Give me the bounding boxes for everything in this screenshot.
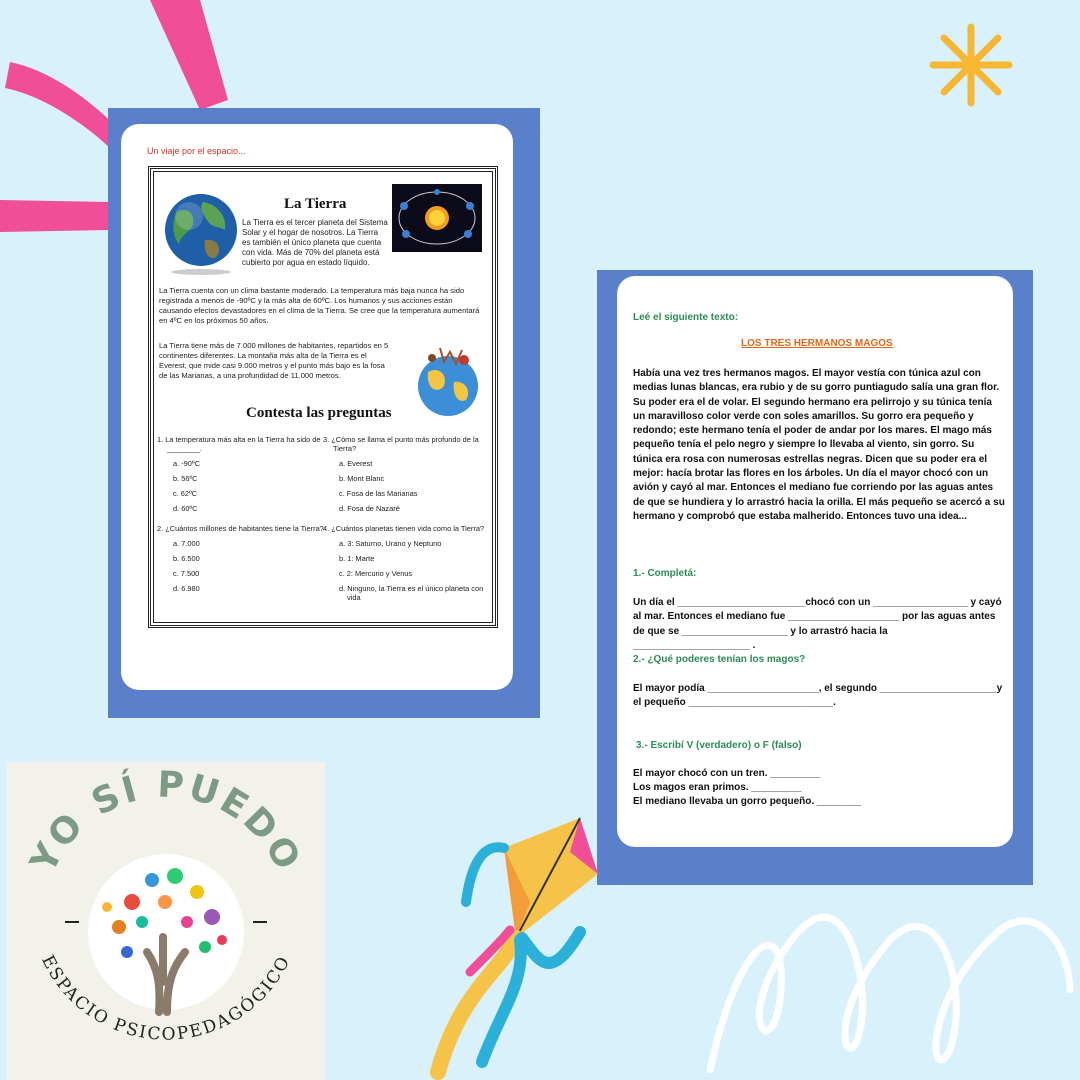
question-3-text: 3. ¿Cómo se llama el punto más profundo de la Tierra? xyxy=(323,435,479,453)
swirl-decoration xyxy=(700,870,1080,1080)
earth-intro: La Tierra es el tercer planeta del Sistema Solar y el hogar de nosotros. La Tierra es también el único planeta que cuenta con vida. Más de 70% del planeta está cubierto por agua en estado líquido. xyxy=(242,218,388,267)
section-1-fill-blanks[interactable]: Un día el _______________________chocó con un _________________ y cayó al mar. Entonces el mediano fue ____________________ por las aguas antes de que se ___________________ y lo arrastró hacia la _____________________ . xyxy=(633,597,1002,651)
question-3-option-a[interactable]: a. Everest xyxy=(339,459,373,468)
section-3-title: 3.- Escribí V (verdadero) o F (falso) xyxy=(636,740,802,751)
section-2-fill-blanks[interactable]: El mayor podía ____________________, el segundo _____________________y el pequeño __________________________. xyxy=(633,683,1003,709)
kite-icon xyxy=(430,812,620,1080)
story-title: LOS TRES HERMANOS MAGOS xyxy=(741,338,893,349)
question-4-option-d[interactable]: d. Ninguno, la Tierra es el único planeta con vida xyxy=(339,584,484,602)
question-1-option-b[interactable]: b. 56ºC xyxy=(173,474,198,483)
true-false-item-1[interactable]: El mayor chocó con un tren. _________ xyxy=(633,768,821,779)
earth-paragraph-population: La Tierra tiene más de 7.000 millones de habitantes, repartidos en 5 continentes diferentes. La montaña más alta de la Tierra es el Everest, que mide casi 9.000 metros y el punto más bajo es la fosa de las Marianas, a una profundidad de 11.000 metros. xyxy=(159,341,389,380)
question-1-option-d[interactable]: d. 60ºC xyxy=(173,504,198,513)
question-4-option-b[interactable]: b. 1: Marte xyxy=(339,554,375,563)
question-1 xyxy=(157,435,327,513)
question-4-text: 4. ¿Cuántos planetas tienen vida como la Tierra? xyxy=(323,524,485,533)
question-3 xyxy=(323,435,493,513)
true-false-item-2[interactable]: Los magos eran primos. _________ xyxy=(633,782,802,793)
question-3-option-c[interactable]: c. Fosa de las Marianas xyxy=(339,489,418,498)
brand-logo xyxy=(7,762,325,1080)
question-4-option-a[interactable]: a. 3: Saturno, Urano y Neptuno xyxy=(339,539,442,548)
solar-system-icon xyxy=(392,184,482,252)
story-text: Había una vez tres hermanos magos. El mayor vestía con túnica azul con medias lunas blancas, era rubio y de su gorro puntiagudo salía una gran flor. Su poder era el de volar. El segundo hermano era pelirrojo y su túnica tenía un maravilloso color verde con soles amarillos. Su gorro era pequeño y redondo; este hermano tenía el poder de andar por los mares. El mago más pequeño tenía el pelo negro y siempre lo llevaba al viento, sin gorro. Su túnica era rosa con numerosas estrellas negras. Dicen que su poder era el mejor: hacía brotar las flores en los árboles. Un día el mayor chocó con un avión y cayó al mar. Entonces el mediano fue corriendo por las aguas antes de que se hundiera y lo arrastró hacia la orilla. El más pequeño se acercó a su hermano y comprobó que estaba malherido. Entonces tuvo una idea... xyxy=(633,368,1005,522)
earth-title: La Tierra xyxy=(284,196,347,212)
logo-bottom-text: ESPACIO PSICOPEDAGÓGICO xyxy=(37,952,295,1045)
true-false-item-3[interactable]: El mediano llevaba un gorro pequeño. ________ xyxy=(633,796,862,807)
question-2-option-d[interactable]: d. 6.980 xyxy=(173,584,200,593)
earth-paragraph-climate: La Tierra cuenta con un clima bastante moderado. La temperatura más baja nunca ha sido registrada a menos de -90ºC y la más alta de 60ºC. Los humanos y sus acciones están causando efectos devastadores en el clima de la Tierra. Se cree que la temperatura aumentará en 4ºC en los próximos 50 años. xyxy=(159,286,480,325)
worksheet-caption: Un viaje por el espacio... xyxy=(147,146,246,156)
question-4 xyxy=(323,524,493,602)
section-2-title: 2.- ¿Qué poderes tenían los magos? xyxy=(633,654,806,665)
question-2-option-c[interactable]: c. 7.500 xyxy=(173,569,200,578)
section-1-title: 1.- Completá: xyxy=(633,568,697,579)
question-1-text: 1. La temperatura más alta en la Tierra ha sido de ________. xyxy=(157,435,321,453)
question-4-option-c[interactable]: c. 2: Mercurio y Venus xyxy=(339,569,413,578)
logo-top-text: YO SÍ PUEDO xyxy=(22,764,309,880)
right-worksheet-card xyxy=(617,276,1013,847)
earth-cartoon-icon xyxy=(404,342,488,418)
question-2-option-a[interactable]: a. 7.000 xyxy=(173,539,200,548)
questions-title: Contesta las preguntas xyxy=(246,405,392,421)
question-1-option-c[interactable]: c. 62ºC xyxy=(173,489,198,498)
question-2-option-b[interactable]: b. 6.500 xyxy=(173,554,200,563)
question-1-option-a[interactable]: a. -90ºC xyxy=(173,459,200,468)
question-2-text: 2. ¿Cuántos millones de habitantes tiene la Tierra? xyxy=(157,524,324,533)
earth-globe-icon xyxy=(163,192,239,276)
question-3-option-d[interactable]: d. Fosa de Nazaré xyxy=(339,504,400,513)
reading-instruction: Leé el siguiente texto: xyxy=(633,312,739,323)
question-3-option-b[interactable]: b. Mont Blanc xyxy=(339,474,385,483)
star-burst-icon xyxy=(928,22,1014,108)
question-2 xyxy=(157,524,327,593)
